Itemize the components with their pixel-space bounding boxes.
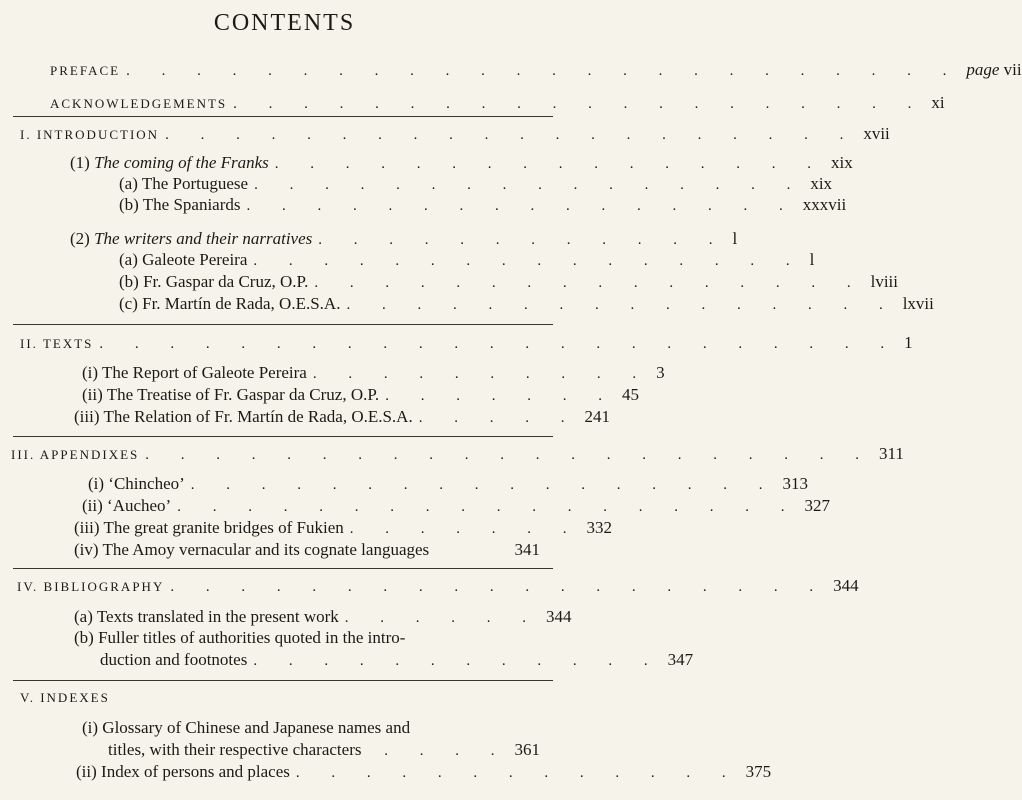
entry-label bbox=[76, 762, 290, 782]
section-number: IV. bbox=[17, 579, 39, 594]
entry-label bbox=[82, 385, 379, 405]
section-title: INTRODUCTION bbox=[36, 127, 160, 142]
toc-entry-galeote-pereira[interactable] bbox=[119, 250, 815, 271]
leader-dots: . . . . . . . . . . . . . . . . bbox=[346, 297, 897, 313]
toc-entry-gaspar-da-cruz[interactable] bbox=[119, 272, 898, 293]
section-title: TEXTS bbox=[42, 336, 94, 351]
entry-page: 341 bbox=[514, 540, 540, 559]
entry-page: xi bbox=[931, 93, 945, 112]
leader-dots: . . . . . . . . . . . . . . . . bbox=[274, 156, 826, 172]
leader-dots: . . . . . . . . . . . . . . . . bbox=[254, 177, 805, 193]
entry-number: (a) bbox=[74, 607, 93, 626]
entry-label bbox=[82, 496, 171, 516]
section-title: INDEXES bbox=[40, 690, 110, 705]
entry-title: The Amoy vernacular and its cognate languages bbox=[102, 540, 430, 559]
entry-label bbox=[119, 272, 308, 292]
entry-label bbox=[70, 153, 269, 173]
entry-title-line1: Fuller titles of authorities quoted in the intro- bbox=[98, 628, 406, 647]
entry-label bbox=[88, 474, 185, 494]
entry-title: The Report of Galeote Pereira bbox=[102, 363, 307, 382]
entry-number: (1) bbox=[70, 153, 90, 172]
entry-title: Texts translated in the present work bbox=[96, 607, 339, 626]
toc-entry-texts-translated[interactable] bbox=[74, 607, 572, 628]
entry-label bbox=[74, 518, 344, 538]
entry-page: lviii bbox=[870, 272, 898, 291]
leader-dots: . . . . . bbox=[418, 410, 579, 426]
section-title: BIBLIOGRAPHY bbox=[43, 579, 165, 594]
leader-dots: . . . . . . . . . . . . . . . . . . bbox=[177, 499, 799, 515]
entry-number: (iv) bbox=[74, 540, 99, 559]
leader-dots: . . . . . . . . . . . . . . . . bbox=[314, 275, 865, 291]
toc-entry-martin-de-rada[interactable] bbox=[119, 294, 934, 315]
entry-title: The Portuguese bbox=[141, 174, 249, 193]
entry-page: 332 bbox=[586, 518, 612, 537]
entry-number: (iii) bbox=[74, 518, 100, 537]
leader-dots: . . . . . . . . . . . . . . . . . . . . . bbox=[145, 447, 874, 463]
section-divider bbox=[13, 324, 553, 325]
entry-page: 344 bbox=[833, 576, 859, 595]
entry-title: Fr. Martín de Rada, O.E.S.A. bbox=[142, 294, 341, 313]
entry-title: Index of persons and places bbox=[101, 762, 290, 781]
entry-label bbox=[74, 407, 413, 427]
entry-page: 375 bbox=[745, 762, 772, 781]
entry-title: Galeote Pereira bbox=[142, 250, 248, 269]
toc-entry-aucheo[interactable] bbox=[82, 496, 830, 517]
leader-dots: . . . . . . . . . . . . . bbox=[295, 765, 740, 781]
toc-entry-glossary-line2[interactable] bbox=[108, 740, 540, 761]
entry-label: ACKNOWLEDGEMENTS bbox=[50, 96, 228, 111]
leader-dots: . . . . . . . bbox=[385, 388, 616, 404]
entry-title: ‘Chincheo’ bbox=[108, 474, 185, 493]
toc-entry-preface[interactable] bbox=[50, 60, 1022, 81]
leader-dots: . . . . . . . . . . . . bbox=[253, 653, 662, 669]
toc-entry-amoy-vernacular[interactable] bbox=[74, 540, 540, 560]
entry-number: (a) bbox=[119, 250, 138, 269]
entry-page: 361 bbox=[514, 740, 540, 759]
toc-entry-writers-narratives[interactable] bbox=[70, 229, 738, 250]
leader-dots: . . . . . . . . . . . . . . . . . bbox=[190, 477, 777, 493]
entry-label bbox=[20, 125, 159, 145]
entry-number: (i) bbox=[88, 474, 105, 493]
entry-label: PREFACE bbox=[50, 63, 121, 78]
toc-entry-chincheo[interactable] bbox=[88, 474, 809, 495]
entry-title-line2: duction and footnotes bbox=[100, 650, 248, 669]
entry-number: (b) bbox=[119, 195, 139, 214]
entry-title: The Relation of Fr. Martín de Rada, O.E.S.A. bbox=[103, 407, 413, 426]
page-title: CONTENTS bbox=[213, 10, 356, 36]
leader-dots: . . . . . . . . . . . . . . . . bbox=[246, 198, 797, 214]
entry-title: The Treatise of Fr. Gaspar da Cruz, O.P. bbox=[106, 385, 380, 404]
entry-label bbox=[119, 294, 340, 314]
toc-entry-bibliography[interactable] bbox=[17, 576, 859, 597]
toc-entry-portuguese[interactable] bbox=[119, 174, 833, 195]
entry-number: (ii) bbox=[76, 762, 97, 781]
entry-label bbox=[17, 577, 164, 597]
toc-entry-treatise-cruz[interactable] bbox=[82, 385, 639, 406]
entry-page: 3 bbox=[656, 363, 665, 382]
leader-dots: . . . . . . . . . . . . . . . . . . . bbox=[170, 579, 828, 595]
entry-title: Fr. Gaspar da Cruz, O.P. bbox=[143, 272, 309, 291]
entry-page bbox=[966, 60, 1021, 80]
entry-label bbox=[82, 363, 307, 383]
section-title: APPENDIXES bbox=[39, 447, 140, 462]
toc-entry-spaniards[interactable] bbox=[119, 195, 847, 216]
entry-page: 344 bbox=[546, 607, 572, 626]
toc-entry-fuller-titles-line2[interactable] bbox=[100, 650, 694, 671]
section-divider bbox=[13, 116, 553, 117]
entry-label bbox=[20, 688, 110, 708]
entry-label bbox=[119, 174, 248, 194]
leader-dots: . . . . . . . . . . . . . . . . . . . . . . . . bbox=[126, 63, 961, 79]
toc-entry-indexes[interactable] bbox=[20, 688, 540, 708]
leader-dots: . . . . . . . . . . bbox=[312, 366, 651, 382]
toc-entry-appendixes[interactable] bbox=[11, 444, 904, 465]
leader-dots: . . . . . . . . . . . . . . . . bbox=[253, 253, 804, 269]
toc-entry-fuller-titles-line1[interactable] bbox=[74, 628, 405, 648]
entry-title-line2: titles, with their respective characters bbox=[108, 740, 362, 759]
entry-title: ‘Aucheo’ bbox=[107, 496, 172, 515]
entry-number: (c) bbox=[119, 294, 138, 313]
toc-entry-relation-rada[interactable] bbox=[74, 407, 610, 428]
section-divider bbox=[13, 568, 553, 569]
entry-title: The coming of the Franks bbox=[94, 153, 269, 172]
page-prefix: page bbox=[966, 60, 1000, 79]
entry-label bbox=[74, 607, 339, 627]
entry-number: (ii) bbox=[82, 385, 103, 404]
toc-entry-report-pereira[interactable] bbox=[82, 363, 665, 384]
entry-page: 311 bbox=[879, 444, 904, 463]
entry-page: 45 bbox=[621, 385, 639, 404]
leader-dots: . . . . . . . . . . . . . . . . . . . . bbox=[165, 127, 858, 143]
entry-number: (a) bbox=[119, 174, 138, 193]
entry-number: (2) bbox=[70, 229, 90, 248]
entry-title: The great granite bridges of Fukien bbox=[103, 518, 344, 537]
entry-title: The writers and their narratives bbox=[94, 229, 313, 248]
entry-page: l bbox=[732, 229, 738, 248]
entry-title-line1: Glossary of Chinese and Japanese names and bbox=[102, 718, 411, 737]
section-number: I. bbox=[20, 127, 32, 142]
leader-dots: . . . . . . . . . . . . . . . . . . . . . . . bbox=[99, 336, 899, 352]
leader-dots: . . . . . . . bbox=[349, 521, 581, 537]
section-number: II. bbox=[20, 336, 38, 351]
entry-number: (ii) bbox=[82, 496, 103, 515]
entry-page: 313 bbox=[782, 474, 809, 493]
entry-page-number: vii bbox=[1003, 60, 1022, 79]
toc-entry-coming-of-franks[interactable] bbox=[70, 153, 853, 174]
entry-page: 347 bbox=[667, 650, 694, 669]
entry-label bbox=[119, 250, 247, 270]
entry-label bbox=[74, 540, 429, 560]
leader-dots: . . . . . . bbox=[344, 610, 541, 626]
entry-number: (iii) bbox=[74, 407, 100, 426]
toc-entry-glossary-line1[interactable] bbox=[82, 718, 410, 738]
toc-entry-texts[interactable] bbox=[20, 333, 913, 354]
entry-label bbox=[119, 195, 241, 215]
entry-page: 1 bbox=[904, 333, 913, 352]
entry-label bbox=[70, 229, 312, 249]
section-number: III. bbox=[11, 447, 36, 462]
entry-number: (b) bbox=[74, 628, 94, 647]
toc-entry-index-persons[interactable] bbox=[76, 762, 772, 783]
entry-page: xix bbox=[831, 153, 853, 172]
entry-page: lxvii bbox=[902, 294, 934, 313]
section-number: V. bbox=[20, 690, 35, 705]
section-divider bbox=[13, 680, 553, 681]
leader-dots: . . . . bbox=[384, 743, 509, 759]
leader-dots: . . . . . . . . . . . . . . . . . . . . bbox=[233, 96, 926, 112]
toc-entry-acknowledgements[interactable] bbox=[50, 93, 945, 114]
entry-label bbox=[20, 334, 93, 354]
leader-dots: . . . . . . . . . . . . bbox=[318, 232, 727, 248]
entry-page: l bbox=[809, 250, 815, 269]
entry-page: xix bbox=[810, 174, 833, 193]
entry-page: 241 bbox=[584, 407, 610, 426]
entry-page: xvii bbox=[863, 124, 890, 143]
entry-page: xxxvii bbox=[802, 195, 847, 214]
toc-entry-introduction[interactable] bbox=[20, 124, 890, 145]
entry-number: (i) bbox=[82, 718, 99, 737]
toc-entry-granite-bridges[interactable] bbox=[74, 518, 612, 539]
section-divider bbox=[13, 436, 553, 437]
entry-number: (i) bbox=[82, 363, 99, 382]
entry-title: The Spaniards bbox=[142, 195, 241, 214]
entry-label bbox=[11, 445, 139, 465]
entry-page: 327 bbox=[804, 496, 830, 515]
entry-number: (b) bbox=[119, 272, 139, 291]
